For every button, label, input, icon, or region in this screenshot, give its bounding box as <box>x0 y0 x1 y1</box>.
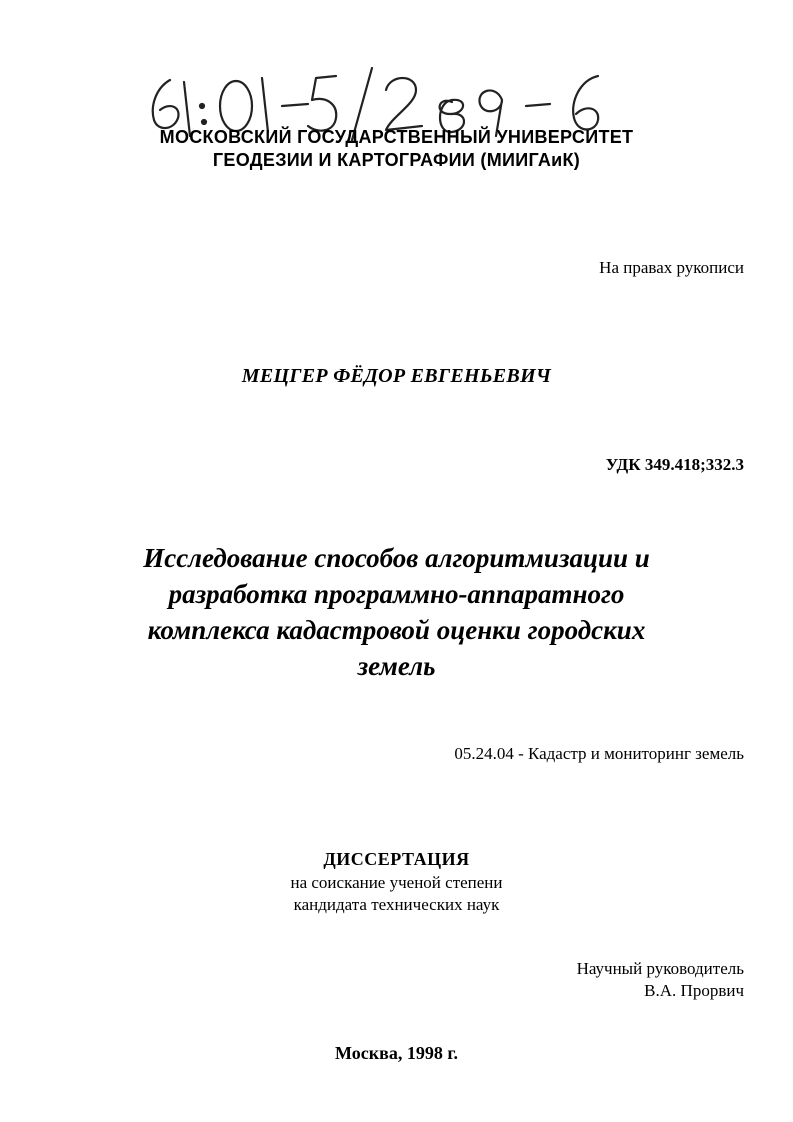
manuscript-note: На правах рукописи <box>599 258 744 277</box>
supervisor-role: Научный руководитель <box>576 959 744 978</box>
university-name-line-1: МОСКОВСКИЙ ГОСУДАРСТВЕННЫЙ УНИВЕРСИТЕТ <box>159 127 634 147</box>
degree-line-1: на соискание ученой степени <box>290 873 503 892</box>
title-line-2: разработка программно-аппаратного <box>168 579 625 609</box>
university-name-line-2: ГЕОДЕЗИИ И КАРТОГРАФИИ (МИИГАиК) <box>212 150 581 170</box>
title-line-4: земель <box>357 651 436 681</box>
title-line-3: комплекса кадастровой оценки городских <box>147 615 646 645</box>
degree-heading: ДИССЕРТАЦИЯ <box>323 849 470 869</box>
specialty-code: 05.24.04 - Кадастр и мониторинг земель <box>454 744 744 763</box>
university-name <box>0 126 793 172</box>
supervisor-name: В.А. Прорвич <box>644 981 744 1000</box>
dissertation-title <box>0 540 793 684</box>
author-name: МЕЦГЕР ФЁДОР ЕВГЕНЬЕВИЧ <box>241 365 552 387</box>
city-year: Москва, 1998 г. <box>335 1043 458 1063</box>
degree-block <box>0 848 793 916</box>
supervisor-block <box>577 958 744 1002</box>
degree-line-2: кандидата технических наук <box>293 895 500 914</box>
title-line-1: Исследование способов алгоритмизации и <box>143 543 650 573</box>
udk-code: УДК 349.418;332.3 <box>605 455 744 474</box>
